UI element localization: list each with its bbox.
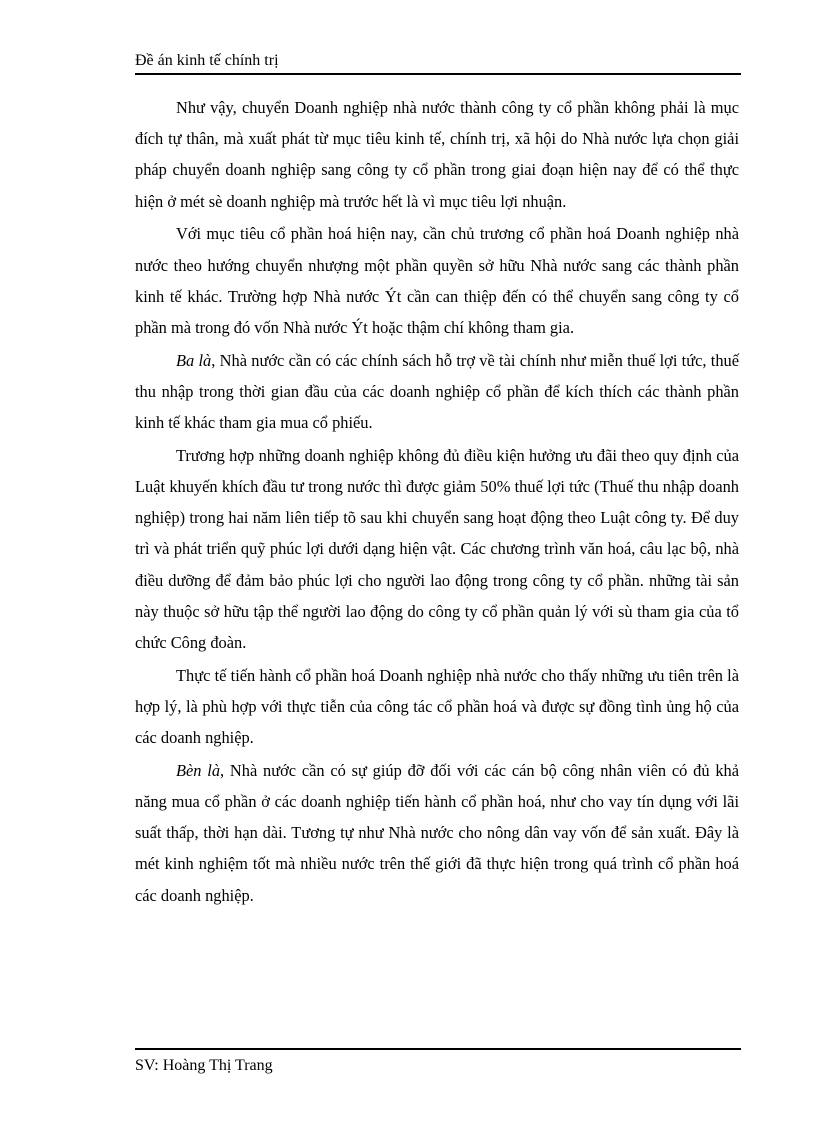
paragraph: Thực tế tiến hành cổ phần hoá Doanh nghiệp nhà nước cho thấy những ưu tiên trên là hợp lý, là phù hợp với thực tiễn của công tác cổ phần hoá và được sự đồng tình ủng hộ của các doanh nghiệp. xyxy=(135,665,739,748)
paragraph: Ba là, Nhà nước cần có các chính sách hỗ trợ về tài chính như miễn thuế lợi tức, thuế thu nhập trong thời gian đầu của các doanh nghiệp cổ phần để kích thích các thành phần kinh tế khác tham gia mua cổ phiếu. xyxy=(135,350,739,433)
paragraph: Trương hợp những doanh nghiệp không đủ điều kiện hưởng ưu đãi theo quy định của Luật khuyến khích đầu tư trong nước thì được giảm 50% thuế lợi tức (Thuế thu nhập doanh nghiệp) trong hai năm liên tiếp tõ sau khi chuyển sang hoạt động theo Luật công ty. Để duy trì và phát triển quỹ phúc lợi dưới dạng hiện vật. Các chương trình văn hoá, câu lạc bộ, nhà điều dưỡng để đảm bảo phúc lợi cho người lao động trong công ty cổ phần. những tài sản này thuộc sở hữu tập thể người lao động do công ty cổ phần quản lý với sù tham gia của tổ chức Công đoàn. xyxy=(135,445,739,652)
paragraph-lead: Bèn là xyxy=(176,760,221,780)
paragraph: Với mục tiêu cổ phần hoá hiện nay, cần chủ trương cổ phần hoá Doanh nghiệp nhà nước theo hướng chuyển nhượng một phần quyền sở hữu Nhà nước sang các thành phần kinh tế khác. Trường hợp Nhà nước Ýt cần can thiệp đến có thể chuyển sang công ty cổ phần mà trong đó vốn Nhà nước Ýt hoặc thậm chí không tham gia. xyxy=(135,224,739,337)
body-text xyxy=(135,92,739,912)
document-title: Đề án kinh tế chính trị xyxy=(135,52,279,69)
student-name: SV: Hoàng Thị Trang xyxy=(135,1057,273,1074)
paragraph: Như vậy, chuyển Doanh nghiệp nhà nước thành công ty cổ phần không phải là mục đích tự thân, mà xuất phát từ mục tiêu kinh tế, chính trị, xã hội do Nhà nước lựa chọn giải pháp chuyển doanh nghiệp sang công ty cổ phần trong giai đoạn hiện nay để có thể thực hiện ở mét sè doanh nghiệp mà trước hết là vì mục tiêu lợi nhuận. xyxy=(135,98,739,211)
page-header xyxy=(135,49,741,75)
footer-divider xyxy=(135,1048,741,1050)
paragraph: Bèn là, Nhà nước cần có sự giúp đỡ đối với các cán bộ công nhân viên có đủ khả năng mua cổ phần ở các doanh nghiệp tiến hành cổ phần hoá, như cho vay tín dụng với lãi suất thấp, thời hạn dài. Tương tự như Nhà nước cho nông dân vay vốn để sản xuất. Đây là mét kinh nghiệm tốt mà nhiều nước trên thế giới đã thực hiện trong quá trình cổ phần hoá các doanh nghiệp. xyxy=(135,760,739,905)
page-footer xyxy=(135,1056,273,1076)
paragraph-lead: Ba là xyxy=(176,350,212,370)
